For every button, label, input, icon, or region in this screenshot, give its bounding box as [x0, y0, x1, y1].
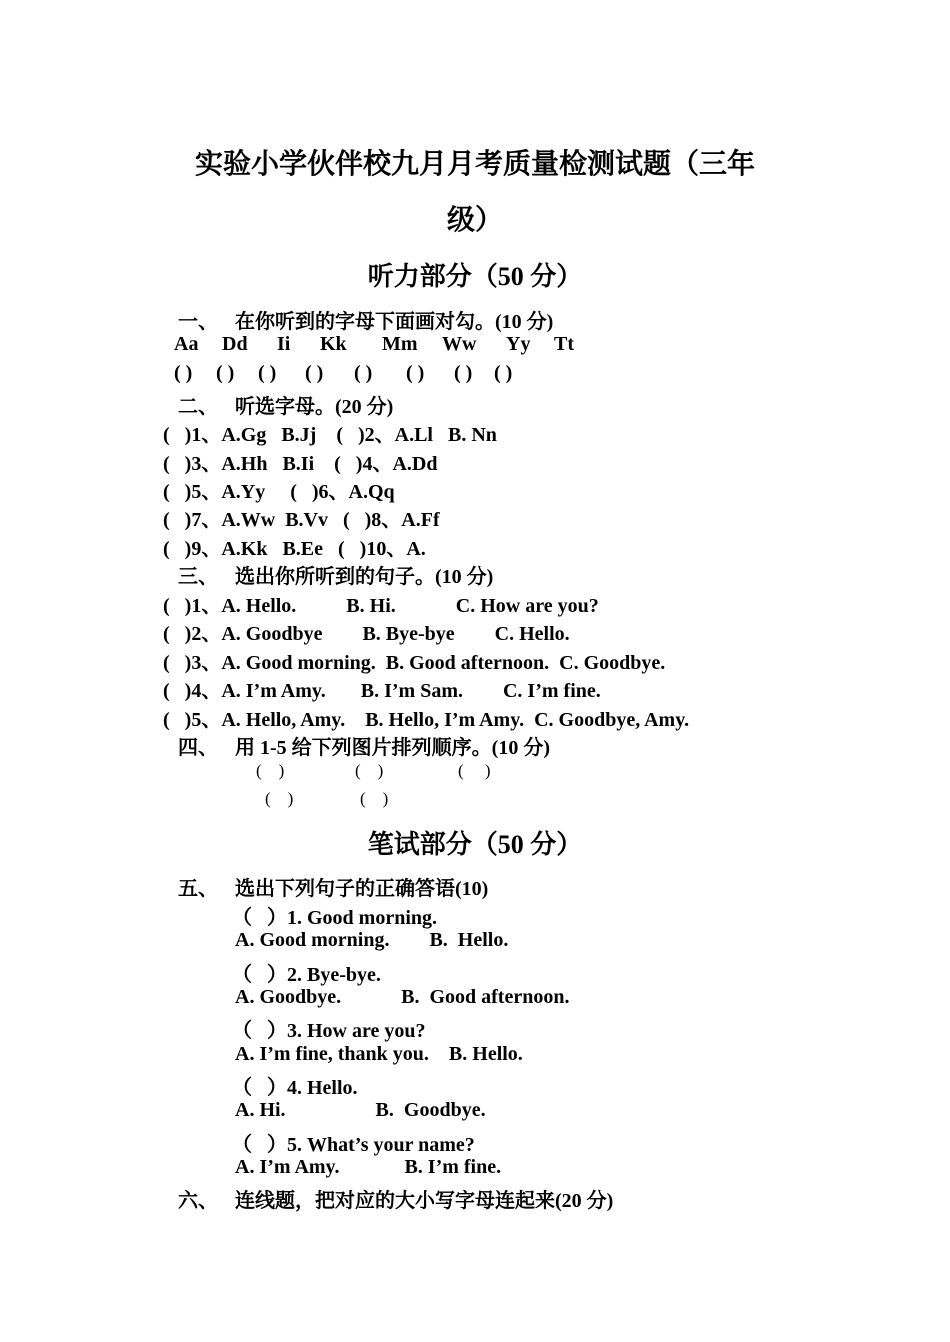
answer-bracket[interactable]: ( ): [216, 362, 235, 384]
exam-title-line1: 实验小学伙伴校九月月考质量检测试题（三年: [194, 149, 755, 180]
order-bracket[interactable]: ( ): [256, 761, 285, 780]
question-line: （ ）5. What’s your name?: [232, 1134, 475, 1156]
letter: Ii: [277, 333, 291, 355]
answer-options: A. Goodbye. B. Good afternoon.: [235, 986, 570, 1008]
question-line: ( )3、A.Hh B.Ii ( )4、A.Dd: [163, 453, 438, 475]
letter: Mm: [382, 333, 418, 355]
answer-bracket[interactable]: ( ): [454, 362, 473, 384]
question-line: ( )1、A.Gg B.Jj ( )2、A.Ll B. Nn: [163, 424, 497, 446]
question-line: （ ）3. How are you?: [232, 1020, 426, 1042]
answer-bracket[interactable]: ( ): [305, 362, 324, 384]
section-5-number: 五、: [178, 878, 218, 900]
letter: Dd: [222, 333, 248, 355]
answer-options: A. I’m Amy. B. I’m fine.: [235, 1156, 502, 1178]
section-6-number: 六、: [178, 1190, 218, 1212]
section-4-number: 四、: [178, 737, 218, 759]
section-1-number: 一、: [178, 311, 218, 333]
question-line: ( )5、A. Hello, Amy. B. Hello, I’m Amy. C. Goodbye, Amy.: [163, 709, 690, 731]
section-4-title: 用 1-5 给下列图片排列顺序。(10 分): [235, 737, 550, 759]
letter: Kk: [320, 333, 347, 355]
section-2-number: 二、: [178, 396, 218, 418]
order-bracket[interactable]: ( ): [265, 789, 294, 808]
listening-header: 听力部分（50 分）: [367, 262, 583, 291]
answer-bracket[interactable]: ( ): [258, 362, 277, 384]
question-line: ( )3、A. Good morning. B. Good afternoon. C. Goodbye.: [163, 652, 666, 674]
letter: Tt: [554, 333, 574, 355]
answer-options: A. Hi. B. Goodbye.: [235, 1099, 486, 1121]
answer-bracket[interactable]: ( ): [174, 362, 193, 384]
section-2-title: 听选字母。(20 分): [235, 396, 394, 418]
section-3-title: 选出你所听到的句子。(10 分): [235, 566, 494, 588]
exam-title-line2: 级）: [446, 205, 503, 236]
question-line: ( )5、A.Yy ( )6、A.Qq: [163, 481, 395, 503]
letter: Aa: [174, 333, 199, 355]
order-bracket[interactable]: ( ): [458, 761, 491, 780]
section-3-number: 三、: [178, 566, 218, 588]
question-line: ( )4、A. I’m Amy. B. I’m Sam. C. I’m fine.: [163, 680, 601, 702]
answer-options: A. I’m fine, thank you. B. Hello.: [235, 1043, 523, 1065]
question-line: （ ）2. Bye-bye.: [232, 964, 381, 986]
question-line: ( )7、A.Ww B.Vv ( )8、A.Ff: [163, 509, 440, 531]
section-1-title: 在你听到的字母下面画对勾。(10 分): [235, 311, 554, 333]
letter: Ww: [442, 333, 477, 355]
answer-bracket[interactable]: ( ): [354, 362, 373, 384]
question-line: ( )1、A. Hello. B. Hi. C. How are you?: [163, 595, 599, 617]
order-bracket[interactable]: ( ): [360, 789, 389, 808]
answer-options: A. Good morning. B. Hello.: [235, 929, 509, 951]
question-line: ( )2、A. Goodbye B. Bye-bye C. Hello.: [163, 623, 570, 645]
section-6-title: 连线题，把对应的大小写字母连起来(20 分): [235, 1190, 614, 1212]
writing-header: 笔试部分（50 分）: [367, 830, 583, 859]
section-5-title: 选出下列句子的正确答语(10): [235, 878, 489, 900]
order-bracket[interactable]: ( ): [355, 761, 384, 780]
letter: Yy: [506, 333, 531, 355]
answer-bracket[interactable]: ( ): [494, 362, 513, 384]
question-line: ( )9、A.Kk B.Ee ( )10、A.: [163, 538, 426, 560]
question-line: （ ）4. Hello.: [232, 1077, 358, 1099]
answer-bracket[interactable]: ( ): [406, 362, 425, 384]
question-line: （ ）1. Good morning.: [232, 907, 438, 929]
